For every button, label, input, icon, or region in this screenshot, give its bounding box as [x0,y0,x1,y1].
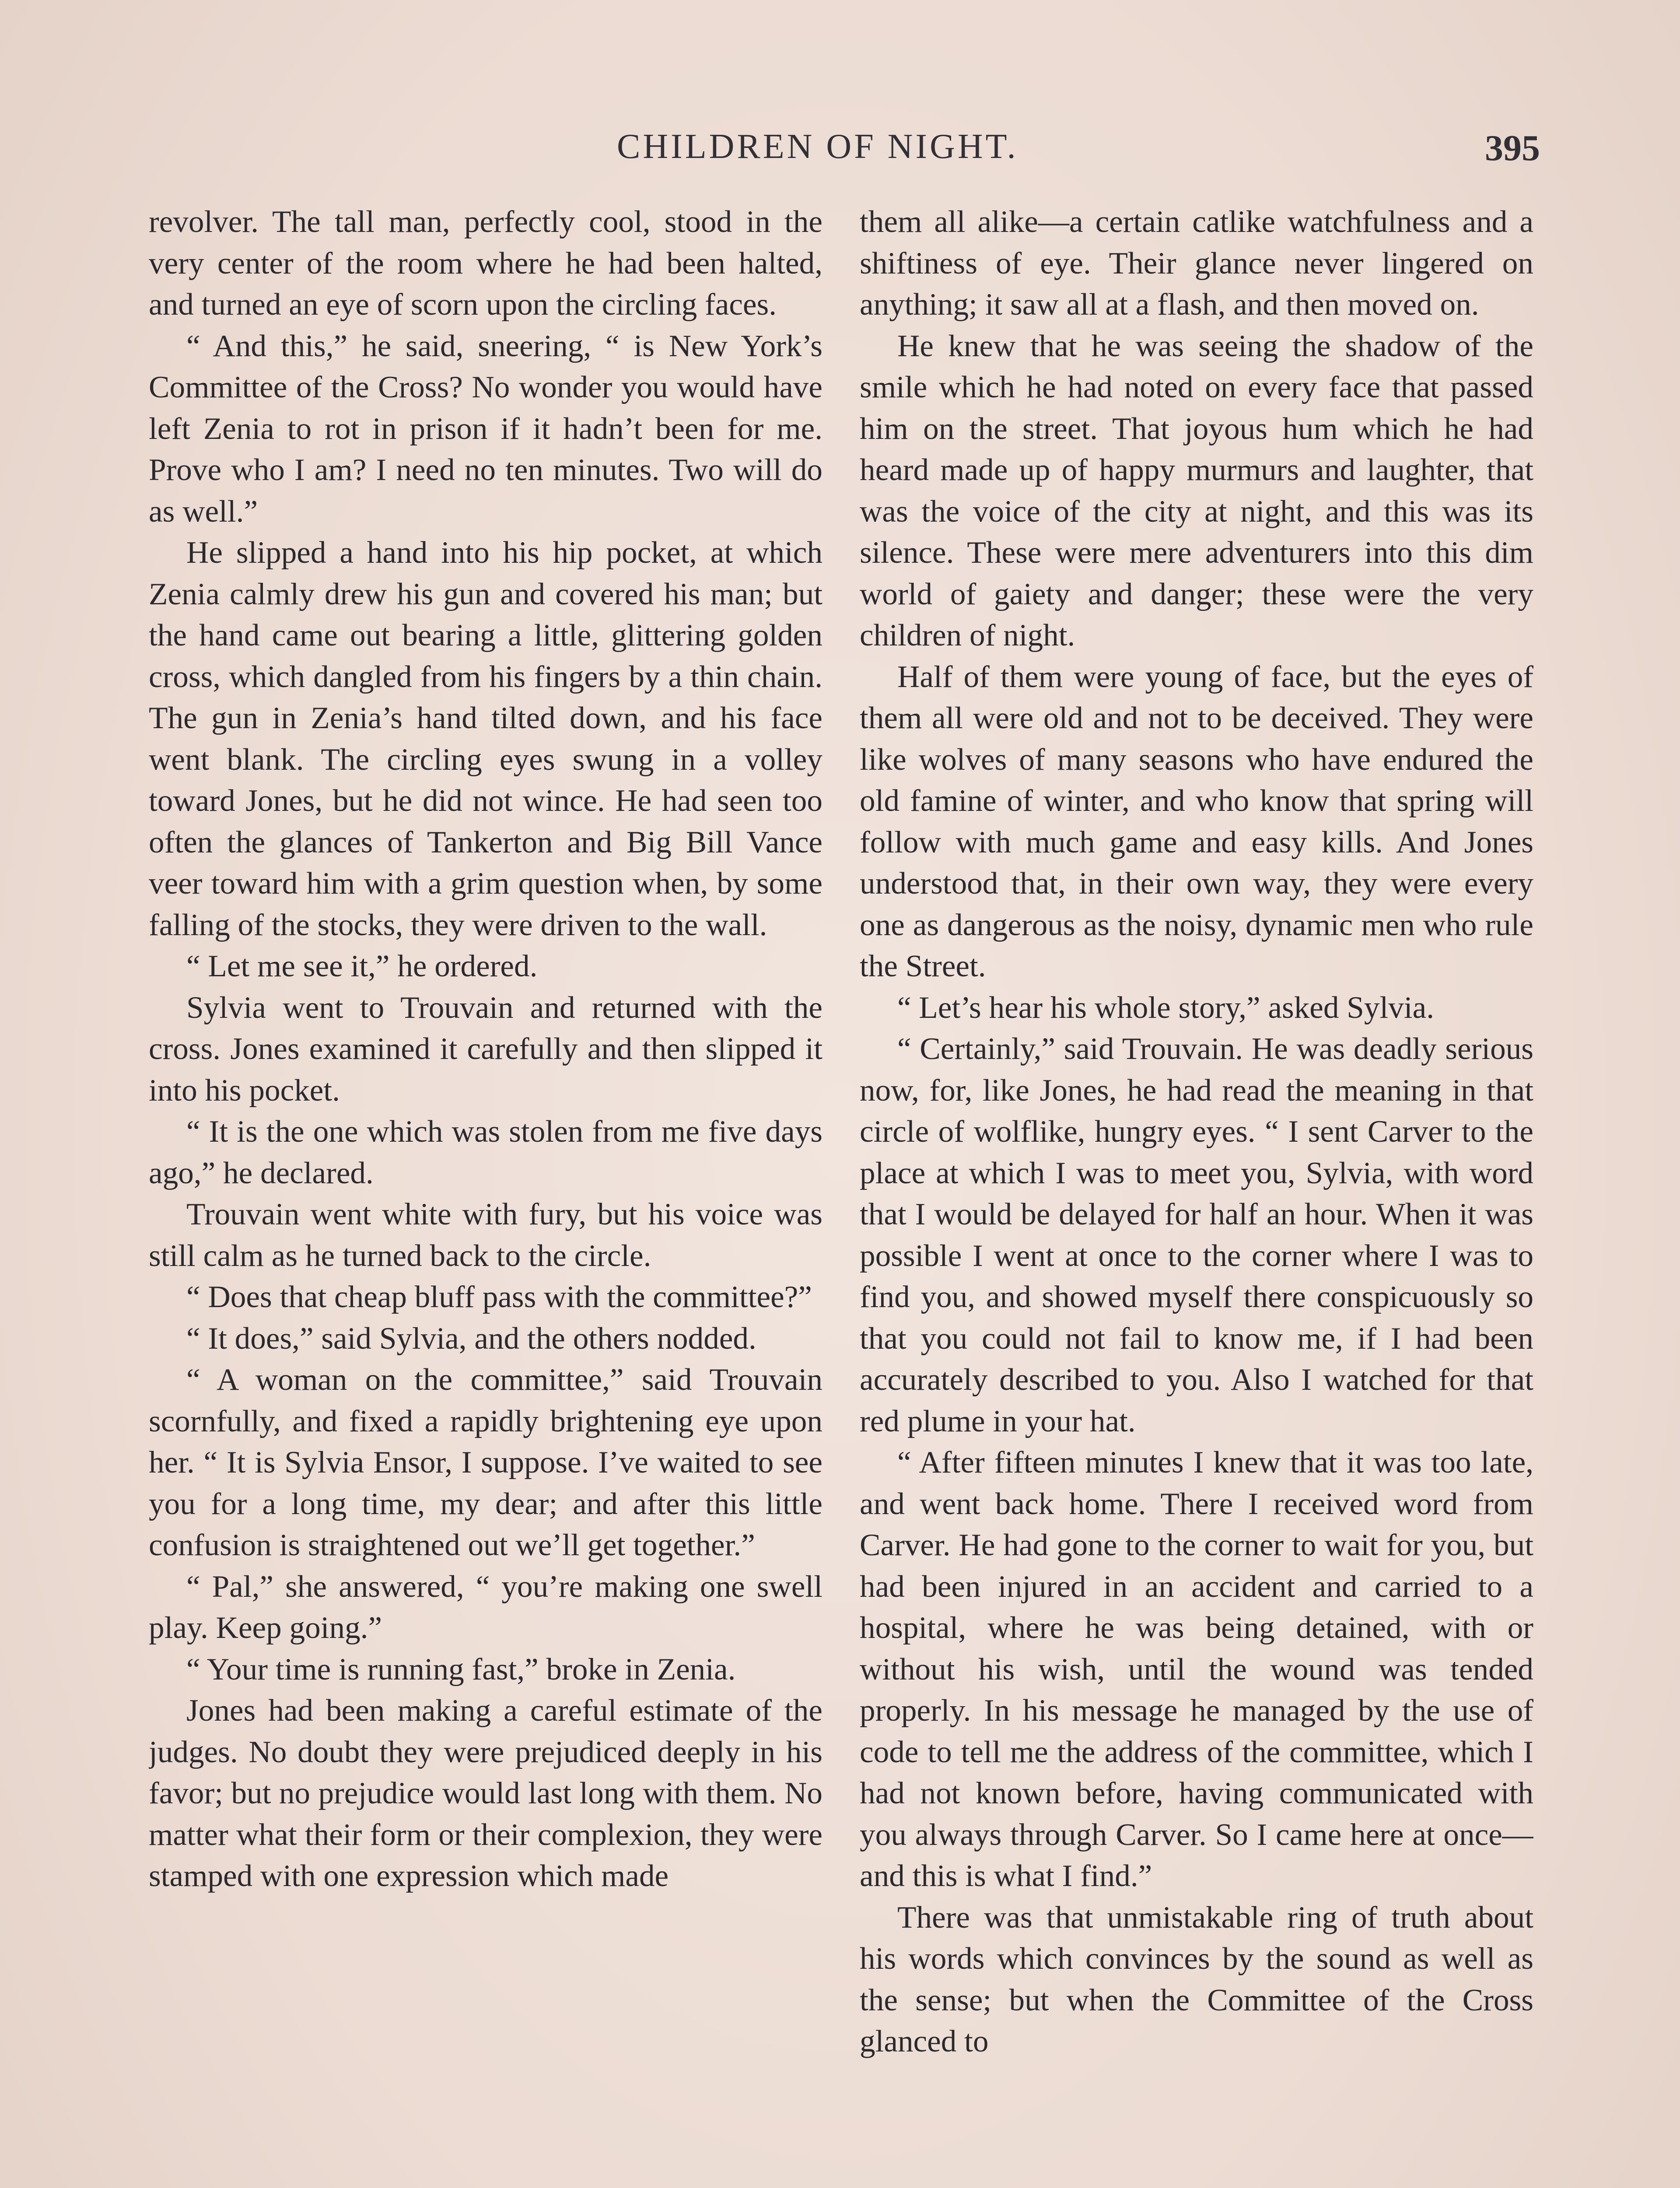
paragraph: “ It is the one which was stolen from me five days ago,” he declared. [149,1115,822,1190]
left-text-column [149,201,822,2188]
page-number: 395 [1485,128,1540,168]
paragraph: “ Pal,” she answered, “ you’re making one swell play. Keep going.” [149,1569,822,1645]
paragraph: He knew that he was seeing the shadow of the smile which he had noted on every face that passed him on the street. That joyous hum which he had heard made up of happy murmurs and laughter, that was the voice of the city at night, and this was its silence. These were mere adventurers into this dim world of gaiety and danger; these were the very children of night. [860,329,1533,652]
paragraph: revolver. The tall man, perfectly cool, stood in the very center of the room where he had been halted, and turned an eye of scorn upon the circling faces. [149,205,822,322]
running-title: CHILDREN OF NIGHT. [617,127,1018,166]
paragraph: “ Does that cheap bluff pass with the committee?” [186,1280,812,1314]
paragraph: “ Let me see it,” he ordered. [186,949,538,983]
right-text-column [860,201,1533,2188]
paragraph: Half of them were young of face, but the eyes of them all were old and not to be deceived. They were like wolves of many seasons who have endured the old famine of winter, and who know that spring will follow with much game and easy kills. And Jones understood that, in their own way, they were every one as dangerous as the noisy, dynamic men who rule the Street. [860,659,1533,983]
paragraph: Trouvain went white with fury, but his voice was still calm as he turned back to the circle. [149,1197,822,1273]
paragraph: “ Let’s hear his whole story,” asked Sylvia. [897,990,1435,1025]
paragraph: them all alike—a certain catlike watchfulness and a shiftiness of eye. Their glance never lingered on anything; it saw all at a flash, and then moved on. [860,205,1533,322]
paragraph: There was that unmistakable ring of truth about his words which convinces by the sound as well as the sense; but when the Committee of the Cross glanced to [860,1900,1533,2058]
paragraph: He slipped a hand into his hip pocket, at which Zenia calmly drew his gun and covered his man; but the hand came out bearing a little, glittering golden cross, which dangled from his fingers by a thin chain. The gun in Zenia’s hand tilted down, and his face went blank. The circling eyes swung in a volley toward Jones, but he did not wince. He had seen too often the glances of Tankerton and Big Bill Vance veer toward him with a grim question when, by some falling of the stocks, they were driven to the wall. [149,536,822,942]
paragraph: “ It does,” said Sylvia, and the others nodded. [186,1321,756,1356]
paragraph: “ And this,” he said, sneering, “ is New York’s Committee of the Cross? No wonder you would have left Zenia to rot in prison if it hadn’t been for me. Prove who I am? I need no ten minutes. Two will do as well.” [149,329,822,529]
paragraph: Sylvia went to Trouvain and returned with the cross. Jones examined it carefully and then slipped it into his pocket. [149,990,822,1108]
paragraph: “ After fifteen minutes I knew that it was too late, and went back home. There I received word from Carver. He had gone to the corner to wait for you, but had been injured in an accident and carried to a hospital, where he was being detained, with or without his wish, until the wound was tended properly. In his message he managed by the use of code to tell me the address of the committee, which I had not known before, having communicated with you always through Carver. So I came here at once—and this is what I find.” [860,1445,1533,1893]
page-header [149,127,1540,175]
paragraph: “ A woman on the committee,” said Trouvain scornfully, and fixed a rapidly brightening eye upon her. “ It is Sylvia Ensor, I suppose. I’ve waited to see you for a long time, my dear; and after this little confusion is straightened out we’ll get together.” [149,1363,822,1562]
paragraph: “ Certainly,” said Trouvain. He was deadly serious now, for, like Jones, he had read the meaning in that circle of wolflike, hungry eyes. “ I sent Carver to the place at which I was to meet you, Sylvia, with word that I would be delayed for half an hour. When it was possible I went at once to the corner where I was to find you, and showed myself there conspicuously so that you could not fail to know me, if I had been accurately described to you. Also I watched for that red plume in your hat. [860,1032,1533,1438]
paragraph: Jones had been making a careful estimate of the judges. No doubt they were prejudiced deeply in his favor; but no prejudice would last long with them. No matter what their form or their complexion, they were stamped with one expression which made [149,1694,822,1893]
paragraph: “ Your time is running fast,” broke in Zenia. [186,1652,736,1687]
